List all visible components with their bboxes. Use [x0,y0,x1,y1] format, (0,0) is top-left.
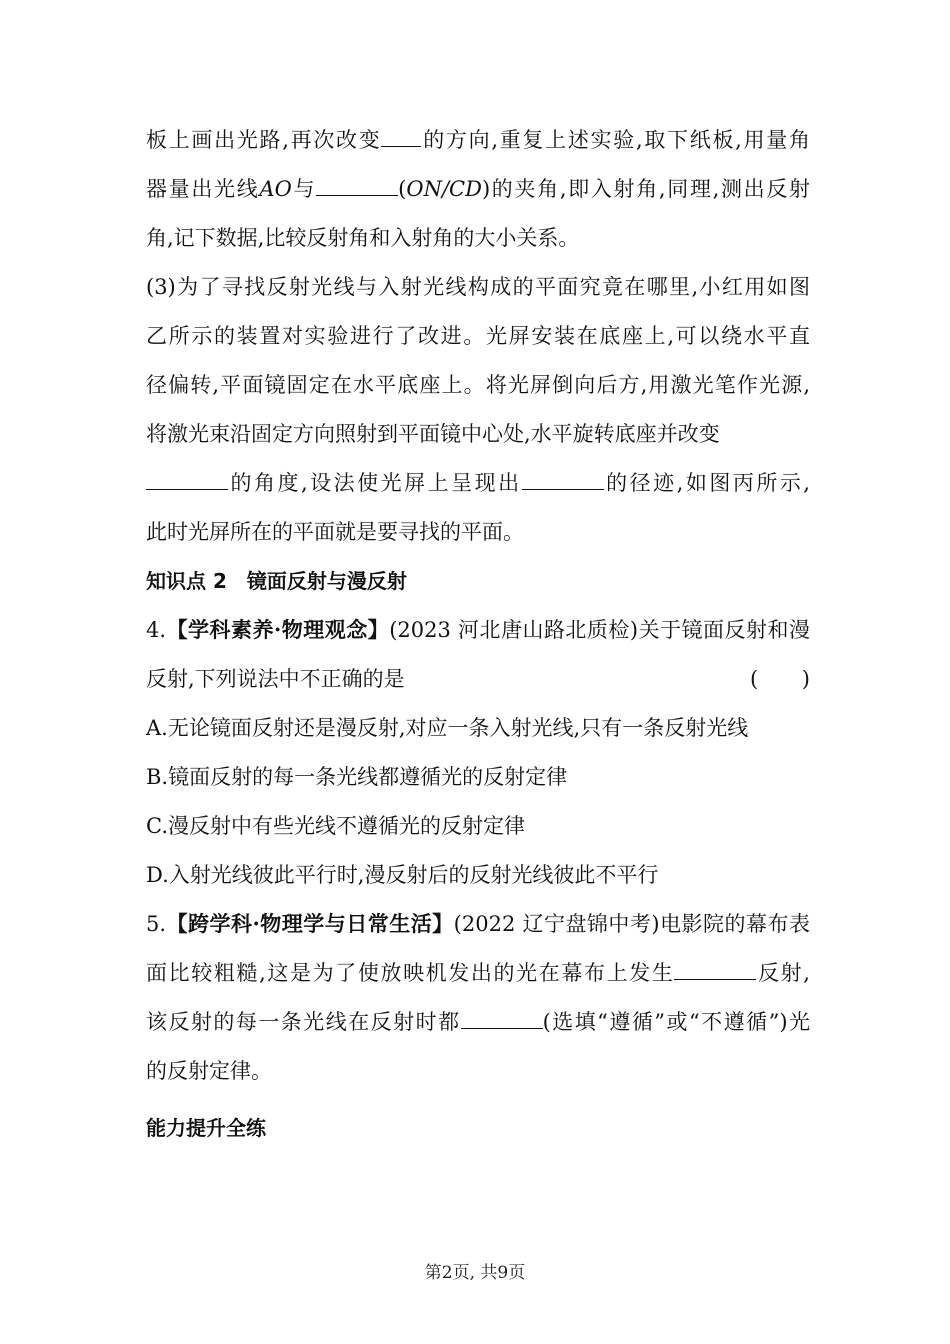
answer-blank[interactable] [381,124,421,147]
text-line: 乙所示的装置对实验进行了改进。光屏安装在底座上,可以绕水平直 [146,324,810,348]
option-c: C.漫反射中有些光线不遵循光的反射定律 [146,814,525,838]
answer-blank[interactable] [146,467,228,490]
text-line: 角,记下数据,比较反射角和入射角的大小关系。 [146,226,580,250]
choice-on-cd: ON/CD [406,177,482,201]
text-line: 此时光屏所在的平面就是要寻找的平面。 [146,520,524,544]
text-line: 面比较粗糙,这是为了使放映机发出的光在幕布上发生 反射, [146,951,810,1000]
question-4-stem-line2: 反射,下列说法中不正确的是 ( ) [146,657,810,706]
question-tag: 【跨学科·物理学与日常生活】 [166,911,454,936]
question-5-stem: 5.【跨学科·物理学与日常生活】(2022 辽宁盘锦中考)电影院的幕布表 [146,911,810,936]
answer-blank[interactable] [461,1006,543,1029]
option-d: D.入射光线彼此平行时,漫反射后的反射光线彼此不平行 [146,863,659,887]
section-heading: 能力提升全练 [146,1116,266,1140]
question-number: 4. [146,618,167,642]
option-a: A.无论镜面反射还是漫反射,对应一条入射光线,只有一条反射光线 [146,716,749,740]
ray-label-ao: AO [259,177,292,201]
text-line: 器量出光线AO与 (ON/CD)的夹角,即入射角,同理,测出反射 [146,167,810,216]
option-b: B.镜面反射的每一条光线都遵循光的反射定律 [146,765,568,789]
text-line: 径偏转,平面镜固定在水平底座上。将光屏倒向后方,用激光笔作光源, [146,373,810,397]
question-number: 5. [146,912,167,936]
text-line: 将激光束沿固定方向照射到平面镜中心处,水平旋转底座并改变 [146,422,720,446]
page-footer: 第2页, 共9页 [424,1263,526,1283]
text-line: 板上画出光路,再次改变 的方向,重复上述实验,取下纸板,用量角 [146,118,810,167]
answer-blank[interactable] [674,957,756,980]
answer-blank[interactable] [316,173,398,196]
question-tag: 【学科素养·物理观念】 [166,617,390,642]
section-heading: 知识点 2 镜面反射与漫反射 [146,569,407,593]
document-body [146,118,810,1155]
answer-parentheses[interactable]: ( ) [750,667,810,691]
text-line: (3)为了寻找反射光线与入射光线构成的平面究竟在哪里,小红用如图 [146,275,810,299]
answer-blank[interactable] [522,467,604,490]
text-line: 该反射的每一条光线在反射时都 (选填“遵循”或“不遵循”)光 [146,1000,810,1049]
question-4-stem: 4.【学科素养·物理观念】(2023 河北唐山路北质检)关于镜面反射和漫 [146,617,810,642]
text-line: 的角度,设法使光屏上呈现出 的径迹,如图丙所示, [146,461,810,510]
text-line: 的反射定律。 [146,1059,272,1083]
